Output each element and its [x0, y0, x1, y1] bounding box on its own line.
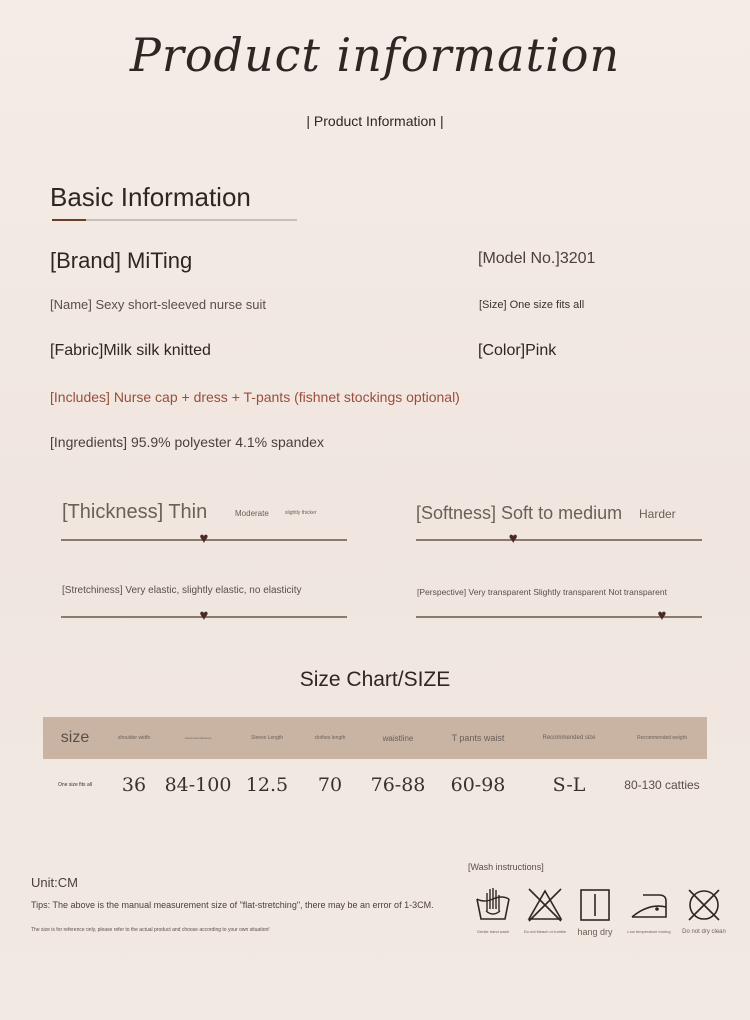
header-size: size — [60, 729, 90, 746]
section-title-basic: Basic Information — [50, 182, 251, 212]
stretchiness-heart-icon: ♥ — [199, 607, 209, 624]
perspective-label: [Perspective] Very transparent Slightly transparent Not transparent — [417, 587, 667, 597]
cell-recommended-weight: 80-130 catties — [624, 778, 700, 792]
hand-wash-icon — [474, 885, 512, 925]
no-bleach-icon — [526, 885, 564, 925]
size-chart-title: Size Chart/SIZE — [299, 668, 451, 691]
softness-scale — [416, 539, 702, 541]
size-table-header — [43, 717, 707, 759]
fine-print: The size is for reference only, please refer to the actual product and choose according to your own situation! — [31, 927, 270, 933]
thickness-mid-label: Moderate — [235, 509, 269, 518]
thickness-end-label: slightly thicker — [285, 510, 317, 516]
cell-size: One size fits all — [58, 782, 92, 788]
low-iron-icon — [629, 885, 669, 925]
wash-caption: Low temperature ironing — [627, 929, 671, 934]
cell-recommended-size: S-L — [552, 774, 586, 796]
section-divider-accent — [52, 219, 86, 221]
header-tpants-waist: T pants waist — [451, 733, 505, 743]
header-waistline: waistline — [382, 733, 414, 743]
header-recommended-size: Recommended size — [542, 735, 596, 741]
table-row — [43, 762, 707, 808]
softness-end-label: Harder — [639, 507, 676, 521]
header-chest: chest circumference — [184, 736, 212, 740]
color-text: [Color]Pink — [478, 342, 557, 359]
softness-heart-icon: ♥ — [508, 530, 518, 547]
hang-dry-icon — [576, 885, 614, 925]
stretchiness-label: [Stretchiness] Very elastic, slightly elastic, no elasticity — [62, 585, 302, 596]
unit-text: Unit:CM — [31, 875, 78, 890]
wash-instructions-title: [Wash instructions] — [468, 862, 544, 872]
cell-chest: 84-100 — [164, 774, 232, 796]
wash-caption: Gentle hand wash — [476, 929, 510, 934]
cell-waistline: 76-88 — [370, 774, 426, 796]
header-recommended-weight: Recommended weight — [637, 735, 687, 741]
fabric-text: [Fabric]Milk silk knitted — [50, 342, 211, 359]
thickness-heart-icon: ♥ — [199, 530, 209, 547]
model-text: [Model No.]3201 — [478, 250, 596, 267]
cell-clothes-length: 70 — [317, 774, 343, 796]
wash-item — [679, 885, 729, 935]
softness-label: [Softness] Soft to medium — [416, 503, 623, 523]
ingredients-text: [Ingredients] 95.9% polyester 4.1% spandex — [50, 434, 324, 450]
size-text: [Size] One size fits all — [479, 299, 585, 311]
includes-text: [Includes] Nurse cap + dress + T-pants (fishnet stockings optional) — [50, 389, 460, 405]
wash-caption: Do not bleach or tumble — [523, 929, 567, 934]
tips-text: Tips: The above is the manual measurement size of "flat-stretching", there may be an error of 1-3CM. — [31, 900, 434, 910]
wash-item — [570, 885, 620, 937]
perspective-heart-icon: ♥ — [657, 607, 667, 624]
page-title: Product information — [129, 28, 621, 82]
header-shoulder-width: shoulder width — [117, 735, 151, 741]
wash-item — [468, 885, 518, 934]
wash-caption: Do not dry clean — [682, 929, 726, 935]
cell-shoulder-width: 36 — [121, 774, 147, 796]
header-sleeve-length: Sleeve Length — [251, 735, 283, 741]
section-divider — [52, 219, 297, 221]
header-clothes-length: clothes length — [314, 735, 346, 741]
cell-sleeve-length: 12.5 — [245, 774, 289, 796]
wash-item — [520, 885, 570, 934]
no-dry-clean-icon — [685, 885, 723, 925]
wash-caption: hang dry — [577, 927, 613, 937]
wash-item — [624, 885, 674, 934]
page-subtitle: | Product Information | — [306, 113, 444, 129]
thickness-label: [Thickness] Thin — [62, 501, 208, 523]
cell-tpants-waist: 60-98 — [450, 774, 506, 796]
name-text: [Name] Sexy short-sleeved nurse suit — [50, 297, 267, 312]
brand-text: [Brand] MiTing — [50, 248, 193, 273]
